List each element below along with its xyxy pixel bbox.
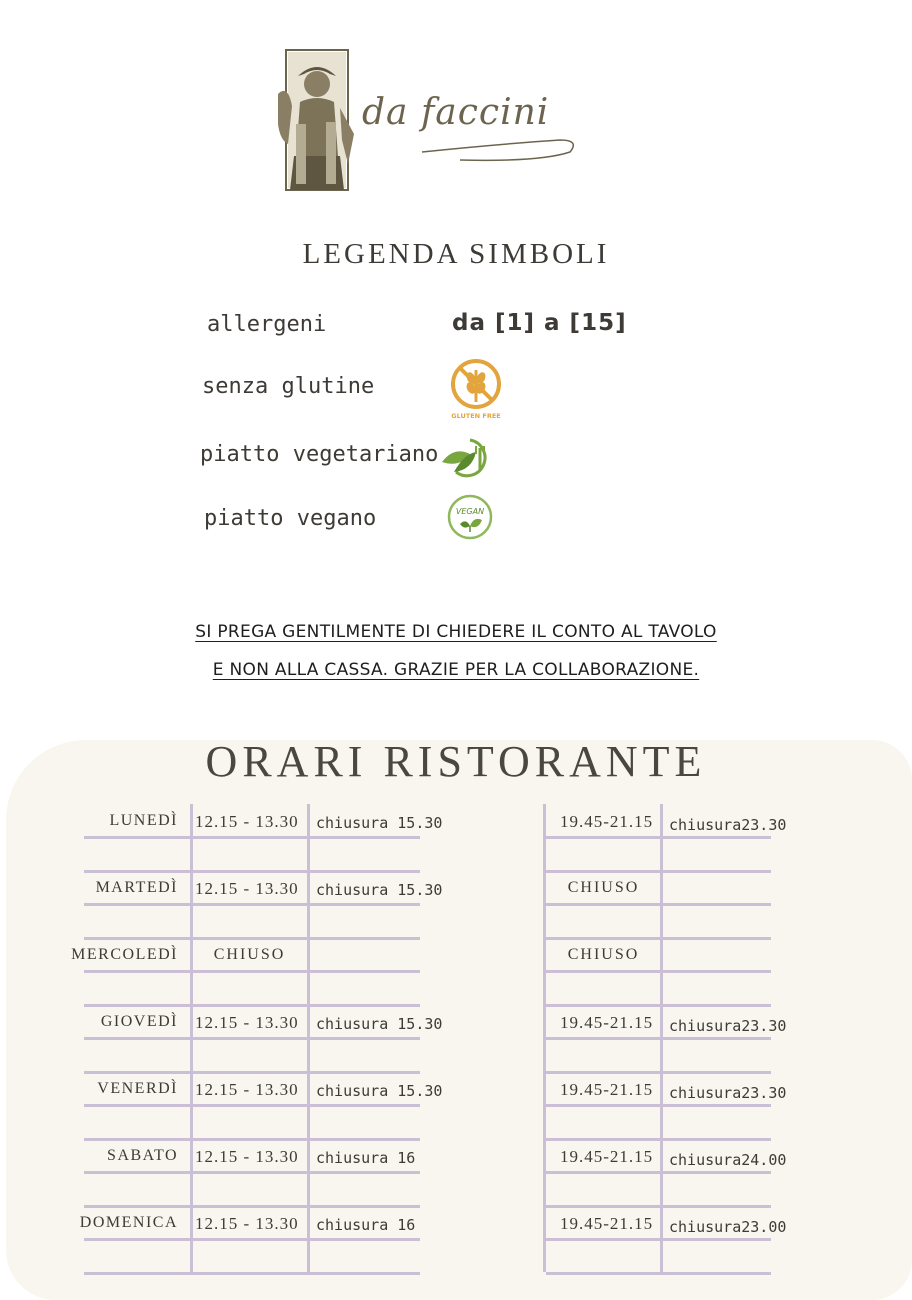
grid-hline <box>546 1238 771 1241</box>
restaurant-logo <box>270 44 600 194</box>
gluten-free-label: senza glutine <box>202 374 375 399</box>
logo-brand-name: da faccini <box>362 92 550 133</box>
lunch-hours: CHIUSO <box>213 946 286 963</box>
grid-hline <box>84 1205 420 1208</box>
lunch-closing: chiusura 15.30 <box>316 881 443 899</box>
vegetarian-icon <box>440 432 496 492</box>
lunch-hours: 12.15 - 13.30 <box>195 879 299 898</box>
lunch-closing: chiusura 16 <box>316 1149 416 1167</box>
dinner-closing: chiusura23.30 <box>669 1017 787 1035</box>
dinner-hours: 19.45-21.15 <box>560 1013 654 1032</box>
gluten-free-icon-text: GLUTEN FREE <box>451 412 501 420</box>
dinner-hours: 19.45-21.15 <box>560 1080 654 1099</box>
grid-hline <box>84 1138 420 1141</box>
lunch-closing: chiusura 15.30 <box>316 1015 443 1033</box>
grid-hline <box>546 1071 771 1074</box>
day-name: SABATO <box>107 1147 178 1164</box>
dinner-closing: chiusura23.00 <box>669 1218 787 1236</box>
logo-figure-icon <box>270 44 360 194</box>
grid-hline <box>546 970 771 973</box>
dinner-hours: 19.45-21.15 <box>560 812 654 831</box>
lunch-hours: 12.15 - 13.30 <box>195 1147 299 1166</box>
vegan-label: piatto vegano <box>204 506 377 531</box>
grid-hline <box>546 903 771 906</box>
lunch-hours: 12.15 - 13.30 <box>195 1214 299 1233</box>
day-name: MERCOLEDÌ <box>71 946 178 963</box>
grid-hline <box>546 836 771 839</box>
dinner-hours: 19.45-21.15 <box>560 1214 654 1233</box>
grid-hline <box>84 1071 420 1074</box>
lunch-hours: 12.15 - 13.30 <box>195 812 299 831</box>
day-name: LUNEDÌ <box>109 812 178 829</box>
allergeni-range: da [1] a [15] <box>452 310 627 336</box>
allergeni-label: allergeni <box>207 312 327 337</box>
grid-hline <box>546 1138 771 1141</box>
lunch-closing: chiusura 15.30 <box>316 814 443 832</box>
dinner-closing: chiusura23.30 <box>669 1084 787 1102</box>
grid-hline <box>84 836 420 839</box>
logo-swash <box>420 138 580 168</box>
grid-hline <box>84 970 420 973</box>
vegetarian-label: piatto vegetariano <box>200 442 439 467</box>
grid-hline <box>546 870 771 873</box>
notice-line-1: SI PREGA GENTILMENTE DI CHIEDERE IL CONTO AL TAVOLO <box>195 622 717 642</box>
grid-hline <box>546 1104 771 1107</box>
grid-hline <box>84 1272 420 1275</box>
day-name: GIOVEDÌ <box>100 1013 178 1030</box>
grid-hline <box>84 1037 420 1040</box>
day-name: DOMENICA <box>79 1214 178 1231</box>
hours-title: ORARI RISTORANTE <box>205 737 707 786</box>
lunch-hours: 12.15 - 13.30 <box>195 1080 299 1099</box>
grid-hline <box>546 1272 771 1275</box>
dinner-hours: 19.45-21.15 <box>560 1147 654 1166</box>
lunch-closing: chiusura 16 <box>316 1216 416 1234</box>
grid-hline <box>84 1004 420 1007</box>
grid-hline <box>84 903 420 906</box>
vegan-icon <box>446 494 502 554</box>
legend-title: LEGENDA SIMBOLI <box>302 238 610 270</box>
dinner-closing: chiusura24.00 <box>669 1151 787 1169</box>
grid-hline <box>84 1238 420 1241</box>
grid-hline <box>84 870 420 873</box>
grid-hline <box>546 1004 771 1007</box>
dinner-hours: CHIUSO <box>567 946 640 963</box>
dinner-hours: CHIUSO <box>567 879 640 896</box>
lunch-closing: chiusura 15.30 <box>316 1082 443 1100</box>
grid-hline <box>546 1205 771 1208</box>
lunch-hours: 12.15 - 13.30 <box>195 1013 299 1032</box>
notice-line-2: E NON ALLA CASSA. GRAZIE PER LA COLLABORAZIONE. <box>212 660 700 680</box>
day-name: MARTEDÌ <box>95 879 178 896</box>
grid-hline <box>546 1037 771 1040</box>
day-name: VENERDÌ <box>97 1080 178 1097</box>
grid-hline <box>84 1171 420 1174</box>
dinner-closing: chiusura23.30 <box>669 816 787 834</box>
grid-hline <box>84 1104 420 1107</box>
gluten-free-icon <box>448 358 504 418</box>
grid-hline <box>546 1171 771 1174</box>
vegan-icon-text: VEGAN <box>455 507 485 516</box>
grid-hline <box>84 937 420 940</box>
grid-hline <box>546 937 771 940</box>
